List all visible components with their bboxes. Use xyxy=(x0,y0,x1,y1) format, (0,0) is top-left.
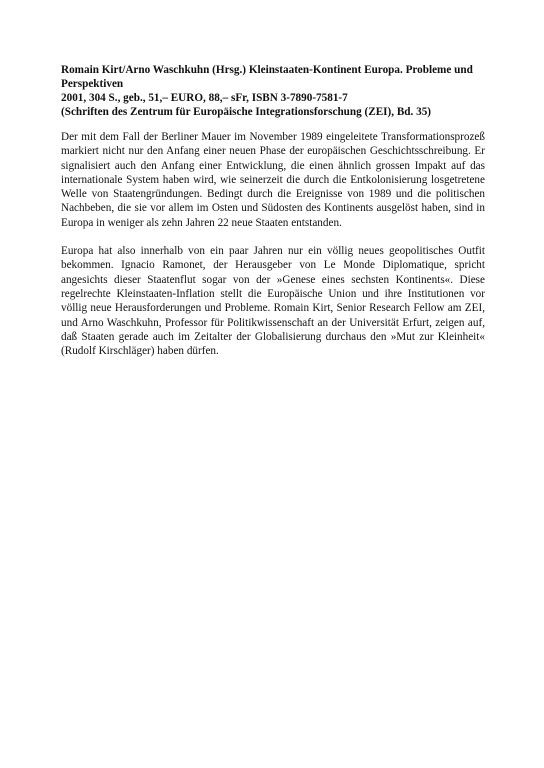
citation-title-line: Romain Kirt/Arno Waschkuhn (Hrsg.) Kleinstaaten-Kontinent Europa. Probleme und Perspektiven xyxy=(61,64,473,90)
body-paragraph-1: Der mit dem Fall der Berliner Mauer im November 1989 eingeleitete Transformationsprozeß markiert nicht nur den Anfang einer neuen Phase der europäischen Geschichtsschreibung. Er signalisiert auch den Anfang einer Entwicklung, die einen ähnlich grossen Impakt auf das internationale System haben wird, wie seinerzeit die durch die Entkolonisierung losgetretene Welle von Staatengründungen. Bedingt durch die Ereignisse von 1989 und die politischen Nachbeben, die sie vor allem im Osten und Südosten des Kontinents ausgelöst haben, sind in Europa in weniger als zehn Jahren 22 neue Staaten entstanden. xyxy=(61,131,485,229)
book-citation xyxy=(61,63,485,119)
citation-series: (Schriften des Zentrum für Europäische Integrationsforschung (ZEI), Bd. 35) xyxy=(61,106,432,118)
citation-publication-details: 2001, 304 S., geb., 51,– EURO, 88,– sFr, ISBN 3-7890-7581-7 xyxy=(61,92,348,104)
document-page xyxy=(61,63,485,372)
body-paragraph-2: Europa hat also innerhalb von ein paar Jahren nur ein völlig neues geopolitisches Outfit bekommen. Ignacio Ramonet, der Herausgeber von Le Monde Diplomatique, spricht angesichts dieser Staatenflut sogar von der »Genese eines sechsten Kontinents«. Diese regelrechte Kleinstaaten-Inflation stellt die Europäische Union und ihre Institutionen vor völlig neue Herausforderungen und Probleme. Romain Kirt, Senior Research Fellow am ZEI, und Arno Waschkuhn, Professor für Politikwissenschaft an der Universität Erfurt, zeigen auf, daß Staaten gerade auch im Zeitalter der Globalisierung durchaus den »Mut zur Kleinheit« (Rudolf Kirschläger) haben dürfen. xyxy=(61,245,485,358)
